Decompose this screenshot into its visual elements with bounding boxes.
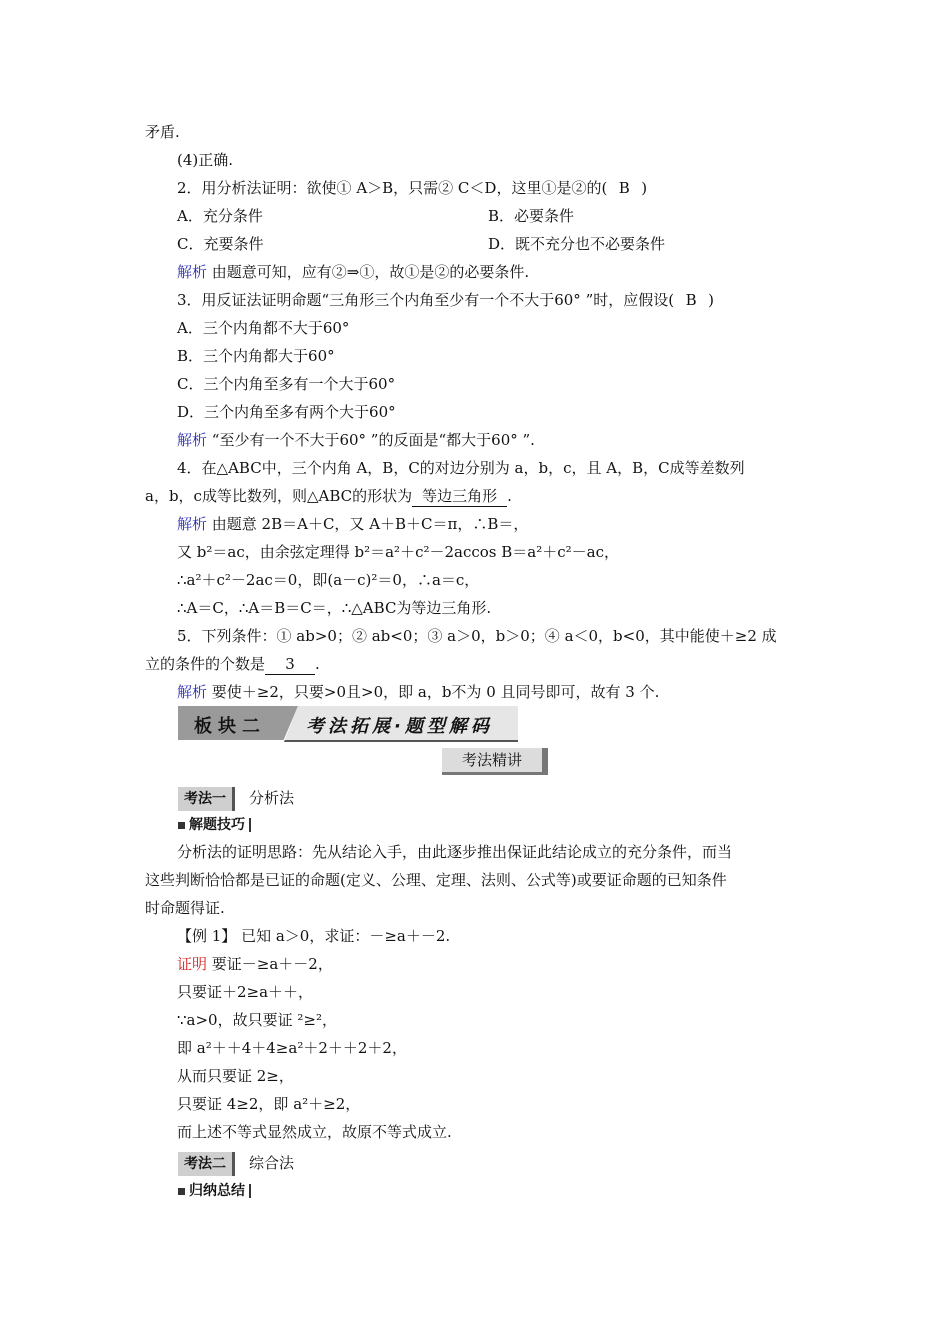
tip-heading <box>178 815 251 835</box>
proof-line: 只要证 4≥2，即 a²＋≥2， <box>177 1095 361 1113</box>
proof-label: 证明 <box>177 955 208 973</box>
solution-text: 要使＋≥2，只要>0且>0，即 a，b不为 0 且同号即可，故有 3 个. <box>207 683 660 701</box>
banner-left-title: 板块二 <box>194 716 266 737</box>
question-2 <box>177 178 647 198</box>
answer: B <box>618 179 630 197</box>
question-text: 立的条件的个数是 <box>145 655 266 673</box>
proof-text: 要证－≥a＋－2， <box>207 955 333 973</box>
paren: ) <box>641 179 648 197</box>
question-text: 2．用分析法证明：欲使① A＞B，只需② C＜D，这里①是②的( <box>177 179 608 197</box>
option-d: D．三个内角至多有两个大于60° <box>177 403 396 421</box>
example-title: 【例 1】 已知 a＞0，求证：－≥a＋－2. <box>177 927 451 945</box>
paragraph-line: 分析法的证明思路：先从结论入手，由此逐步推出保证此结论成立的充分条件，而当 <box>177 843 733 861</box>
proof-line: 而上述不等式显然成立，故原不等式成立. <box>177 1123 452 1141</box>
option-c: C．充要条件 <box>177 235 264 253</box>
method-heading <box>178 786 294 810</box>
section-banner <box>178 706 518 740</box>
square-icon <box>178 822 185 829</box>
bar-icon <box>249 1184 251 1198</box>
solution <box>177 682 659 702</box>
option-a: A．充分条件 <box>177 207 263 225</box>
solution-label: 解析 <box>177 263 208 281</box>
method-tag: 考法一 <box>178 787 235 811</box>
solution-line: ∴a²＋c²－2ac＝0，即(a－c)²＝0，∴a＝c， <box>177 571 480 589</box>
option-b: B．三个内角都大于60° <box>177 347 335 365</box>
question-text: a，b，c成等比数列，则△ABC的形状为 <box>145 487 413 505</box>
method-name: 综合法 <box>249 1154 295 1172</box>
proof-line: 即 a²＋＋4＋4≥a²＋2＋＋2＋2， <box>177 1039 407 1057</box>
solution <box>177 514 528 534</box>
question-5: 5．下列条件：① ab>0；② ab<0；③ a＞0，b＞0；④ a＜0，b<0，其中能使＋≥2 成 <box>177 627 777 645</box>
solution-line: ∴A＝C，∴A＝B＝C＝，∴△ABC为等边三角形. <box>177 599 492 617</box>
question-4-cont <box>145 486 512 507</box>
period: . <box>507 487 512 505</box>
solution-text: 由题意可知，应有②⇒①，故①是②的必要条件. <box>207 263 530 281</box>
proof-line: 只要证＋2≥a＋＋， <box>177 983 314 1001</box>
question-3 <box>177 290 714 310</box>
answer-blank: 3 <box>265 654 315 675</box>
method-tag: 考法二 <box>178 1152 235 1176</box>
tip-heading <box>178 1181 251 1201</box>
solution-label: 解析 <box>177 683 208 701</box>
solution-text: 由题意 2B＝A＋C，又 A＋B＋C＝π，∴B＝， <box>207 515 529 533</box>
question-5-cont <box>145 654 320 675</box>
paragraph-line: 这些判断恰恰都是已证的命题(定义、公理、定理、法则、公式等)或要证命题的已知条件 <box>145 871 727 889</box>
paren: ) <box>708 291 714 309</box>
paragraph-line: 时命题得证. <box>145 899 225 917</box>
option-a: A．三个内角都不大于60° <box>177 319 350 337</box>
solution-label: 解析 <box>177 431 208 449</box>
option-b: B．必要条件 <box>488 207 575 225</box>
answer-blank: 等边三角形 <box>412 486 507 507</box>
method-heading <box>178 1151 294 1175</box>
tip-label: 归纳总结 <box>189 1183 245 1199</box>
answer: B <box>685 291 697 309</box>
solution <box>177 430 535 450</box>
text-line: 矛盾. <box>145 123 180 141</box>
solution-text: “至少有一个不大于60° ”的反面是“都大于60° ”. <box>207 431 535 449</box>
proof <box>177 954 333 974</box>
question-text: 3．用反证法证明命题“三角形三个内角至少有一个不大于60° ”时，应假设( <box>177 291 675 309</box>
option-d: D．既不充分也不必要条件 <box>488 235 666 253</box>
proof-line: ∵a>0，故只要证 ²≥²， <box>177 1011 337 1029</box>
option-c: C．三个内角至多有一个大于60° <box>177 375 396 393</box>
sub-banner: 考法精讲 <box>442 748 548 775</box>
solution-line: 又 b²＝ac，由余弦定理得 b²＝a²＋c²－2accos B＝a²＋c²－ac， <box>177 543 620 561</box>
solution <box>177 262 529 282</box>
period: . <box>315 655 320 673</box>
bar-icon <box>249 818 251 832</box>
proof-line: 从而只要证 2≥， <box>177 1067 294 1085</box>
solution-label: 解析 <box>177 515 208 533</box>
question-4: 4．在△ABC中，三个内角 A，B，C的对边分别为 a，b，c，且 A，B，C成等差数列 <box>177 459 745 477</box>
method-name: 分析法 <box>249 789 295 807</box>
text-line: (4)正确. <box>177 151 234 169</box>
banner-right-title: 考法拓展·题型解码 <box>306 716 493 737</box>
square-icon <box>178 1188 185 1195</box>
tip-label: 解题技巧 <box>189 817 245 833</box>
